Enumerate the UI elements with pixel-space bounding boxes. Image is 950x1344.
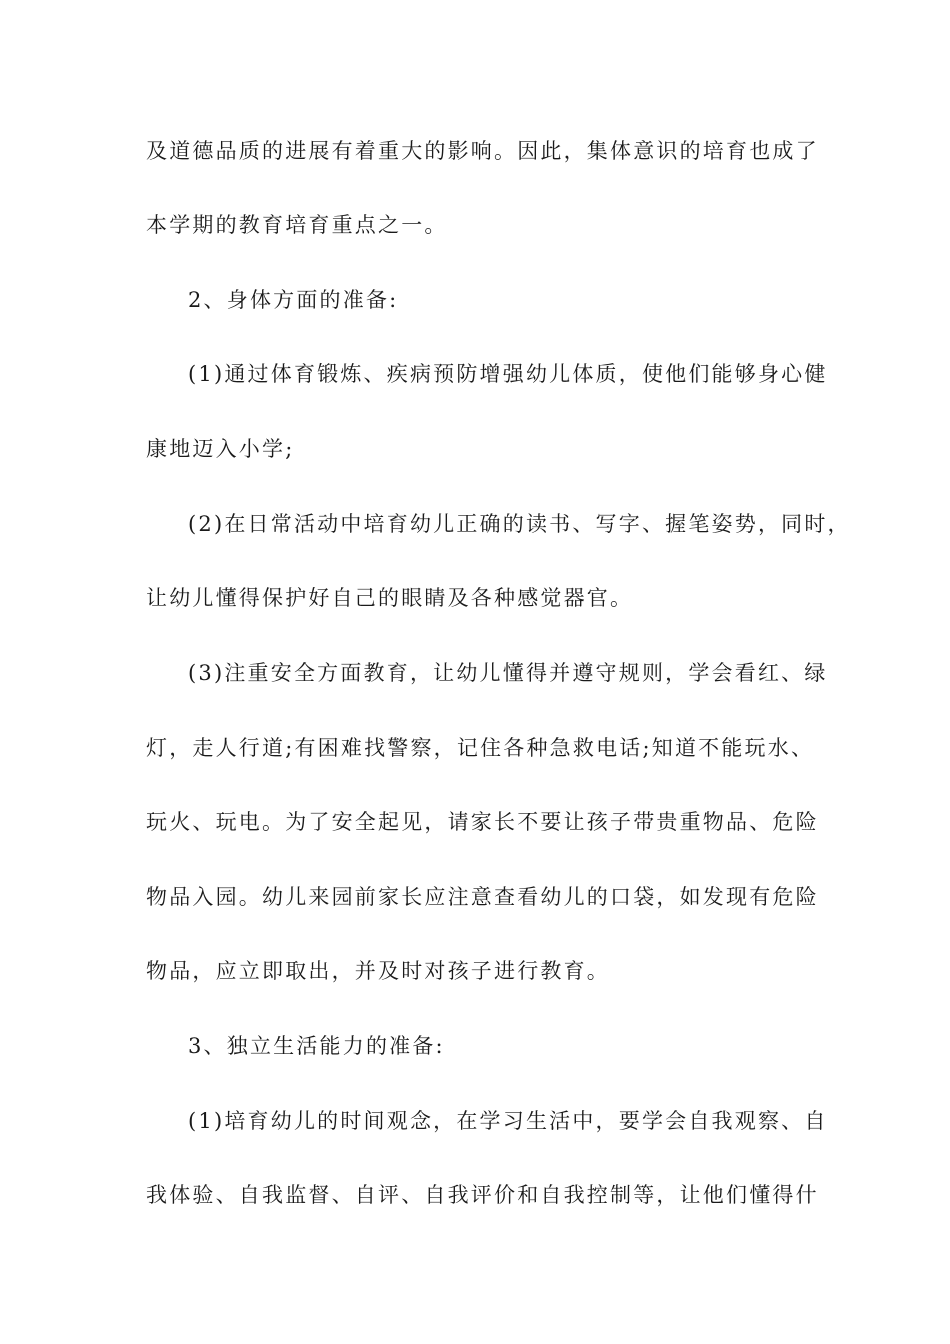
text-line: (2)在日常活动中培育幼儿正确的读书、写字、握笔姿势，同时， <box>188 512 851 536</box>
text-line: 我体验、自我监督、自评、自我评价和自我控制等，让他们懂得什 <box>146 1183 819 1207</box>
text-line: 灯，走人行道;有困难找警察，记住各种急救电话;知道不能玩水、 <box>146 736 815 760</box>
text-line: 让幼儿懂得保护好自己的眼睛及各种感觉器官。 <box>146 586 634 610</box>
text-line: 及道德品质的进展有着重大的影响。因此，集体意识的培育也成了 <box>146 139 819 163</box>
text-line: 康地迈入小学; <box>146 437 295 461</box>
text-line: 本学期的教育培育重点之一。 <box>146 213 448 237</box>
text-line: 玩火、玩电。为了安全起见，请家长不要让孩子带贵重物品、危险 <box>146 810 819 834</box>
text-line: 物品入园。幼儿来园前家长应注意查看幼儿的口袋，如发现有危险 <box>146 885 819 909</box>
text-line: (3)注重安全方面教育，让幼儿懂得并遵守规则，学会看红、绿 <box>188 661 828 685</box>
text-line: (1)培育幼儿的时间观念，在学习生活中，要学会自我观察、自 <box>188 1109 828 1133</box>
text-line: 物品，应立即取出，并及时对孩子进行教育。 <box>146 959 610 983</box>
section-heading: 2、身体方面的准备: <box>188 288 399 312</box>
section-heading: 3、独立生活能力的准备: <box>188 1034 445 1058</box>
text-line: (1)通过体育锻炼、疾病预防增强幼儿体质，使他们能够身心健 <box>188 362 828 386</box>
